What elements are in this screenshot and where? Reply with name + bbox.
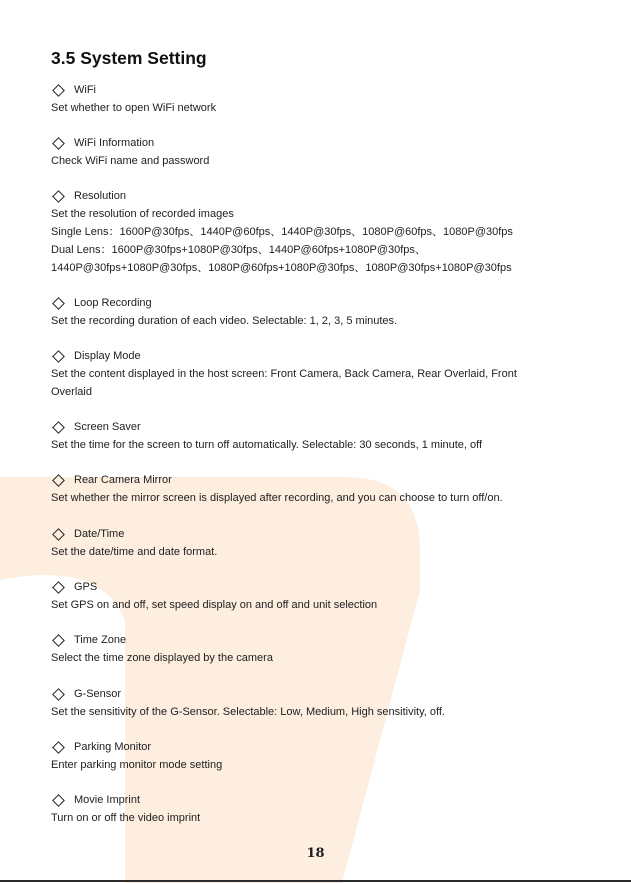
setting-name: WiFi Information: [74, 137, 155, 149]
setting-name: Date/Time: [74, 528, 125, 540]
setting-name: Time Zone: [74, 634, 127, 646]
diamond-bullet-icon: [52, 634, 65, 647]
setting-name: Movie Imprint: [74, 794, 141, 806]
setting-description: Set the sensitivity of the G-Sensor. Selectable: Low, Medium, High sensitivity, off.: [51, 706, 445, 718]
setting-screen-saver: [51, 418, 611, 454]
setting-movie-imprint: [51, 791, 611, 827]
setting-description: Set the content displayed in the host screen: Front Camera, Back Camera, Rear Overlaid, Front: [51, 368, 517, 380]
setting-name: GPS: [74, 581, 98, 593]
setting-name: Screen Saver: [74, 421, 141, 433]
section-title: 3.5 System Setting: [51, 48, 207, 68]
setting-description: Enter parking monitor mode setting: [51, 759, 223, 771]
diamond-bullet-icon: [52, 528, 65, 541]
diamond-bullet-icon: [52, 421, 65, 434]
diamond-bullet-icon: [52, 741, 65, 754]
setting-name: Parking Monitor: [74, 741, 152, 753]
diamond-bullet-icon: [52, 350, 65, 363]
setting-description: Set whether the mirror screen is displayed after recording, and you can choose to turn off/on.: [51, 492, 503, 504]
setting-g-sensor: [51, 685, 611, 721]
setting-description: Turn on or off the video imprint: [51, 812, 201, 824]
page-bottom-rule: [0, 880, 631, 882]
setting-description: Set GPS on and off, set speed display on and off and unit selection: [51, 599, 378, 611]
setting-description: Set the resolution of recorded images: [51, 208, 234, 220]
diamond-bullet-icon: [52, 190, 65, 203]
setting-time-zone: [51, 631, 611, 667]
resolution-dual-lens: Dual Lens：1600P@30fps+1080P@30fps、1440P@60fps+1080P@30fps、: [51, 244, 426, 256]
setting-name: Rear Camera Mirror: [74, 474, 172, 486]
resolution-single-lens: Single Lens：1600P@30fps、1440P@60fps、1440P@30fps、1080P@60fps、1080P@30fps: [51, 226, 513, 238]
setting-description: Set whether to open WiFi network: [51, 102, 217, 114]
setting-name: G-Sensor: [74, 688, 122, 700]
diamond-bullet-icon: [52, 581, 65, 594]
setting-display-mode: [51, 347, 611, 401]
setting-name: WiFi: [74, 84, 96, 96]
setting-name: Loop Recording: [74, 297, 152, 309]
resolution-dual-lens-continued: 1440P@30fps+1080P@30fps、1080P@60fps+1080P@30fps、1080P@30fps+1080P@30fps: [51, 262, 512, 274]
diamond-bullet-icon: [52, 794, 65, 807]
setting-wifi: [51, 81, 611, 117]
diamond-bullet-icon: [52, 297, 65, 310]
setting-parking-monitor: [51, 738, 611, 774]
setting-description: Set the time for the screen to turn off automatically. Selectable: 30 seconds, 1 minute, off: [51, 439, 483, 451]
setting-description-continued: Overlaid: [51, 386, 92, 398]
setting-name: Display Mode: [74, 350, 141, 362]
setting-name: Resolution: [74, 190, 126, 202]
setting-loop-recording: [51, 294, 611, 330]
diamond-bullet-icon: [52, 688, 65, 701]
setting-wifi-information: [51, 134, 611, 170]
setting-description: Select the time zone displayed by the camera: [51, 652, 273, 664]
setting-resolution: [51, 187, 611, 277]
setting-rear-camera-mirror: [51, 471, 611, 507]
setting-date-time: [51, 525, 611, 561]
page-number: 18: [306, 846, 325, 861]
setting-description: Check WiFi name and password: [51, 155, 210, 167]
diamond-bullet-icon: [52, 474, 65, 487]
diamond-bullet-icon: [52, 84, 65, 97]
setting-gps: [51, 578, 611, 614]
setting-description: Set the date/time and date format.: [51, 546, 218, 558]
diamond-bullet-icon: [52, 137, 65, 150]
setting-description: Set the recording duration of each video. Selectable: 1, 2, 3, 5 minutes.: [51, 315, 398, 327]
